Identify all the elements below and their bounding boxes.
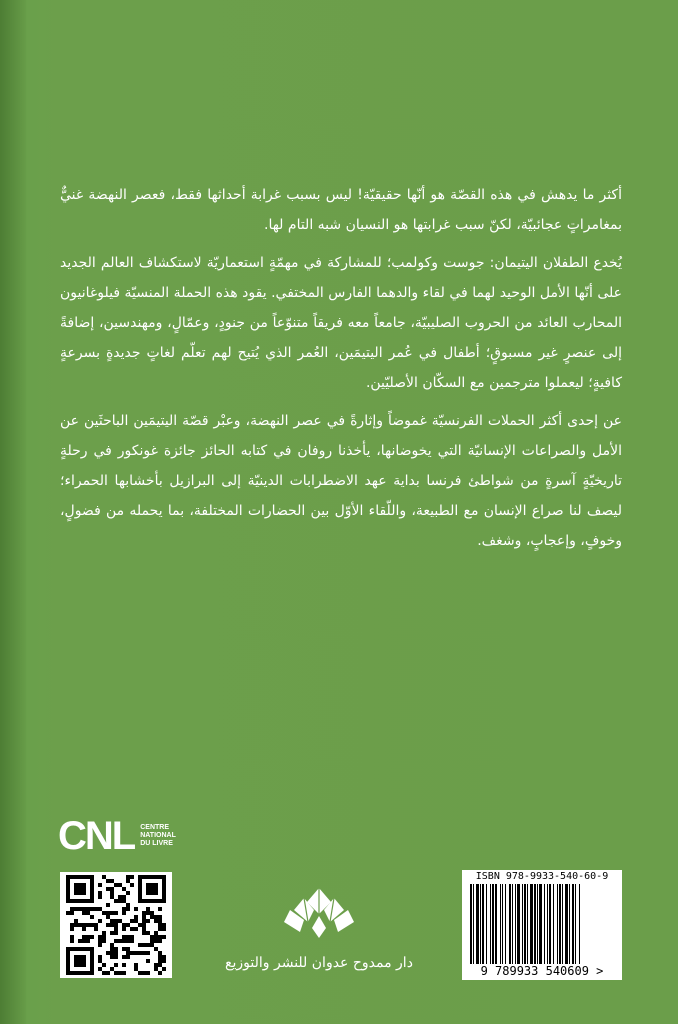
isbn-label: ISBN 978-9933-540-60-9	[475, 871, 609, 882]
isbn-digits: 9 789933 540609 >	[480, 964, 604, 978]
isbn-barcode	[462, 870, 622, 980]
blurb-paragraph-3: عن إحدى أكثر الحملات الفرنسيّة غموضاً وإثارةً في عصر النهضة، وعبْر قصّة اليتيمَين الباحثَين عن الأمل والصراعات الإنسانيّة التي يخوضانها، يأخذنا روفان في كتابه الحائز جائزة غونكور في رحلةٍ تاريخيّةٍ آسرةٍ من شواطئ فرنسا بداية عهد الاضطرابات الدينيّة إلى البرازيل بأخشابها الحمراء؛ ليصف لنا صراع الإنسان مع الطبيعة، واللّقاء الأوّل بين الحضارات المختلفة، بما يحمله من فضولٍ، وخوفٍ، وإعجابٍ، وشغف.	[60, 413, 622, 549]
blurb-text	[60, 180, 622, 564]
cnl-caption-line-1: CENTRE	[140, 824, 169, 831]
cnl-logo	[58, 812, 180, 860]
spine-edge	[0, 0, 26, 1024]
qr-code-icon	[60, 872, 172, 978]
publisher-logo	[214, 880, 424, 980]
publisher-name: دار ممدوح عدوان للنشر والتوزيع	[225, 955, 413, 971]
cnl-mark: CNL	[58, 814, 135, 858]
barcode-icon	[468, 884, 616, 964]
cnl-caption-line-2: NATIONAL	[140, 832, 176, 839]
cnl-caption	[140, 824, 180, 848]
lotus-leaf-icon	[214, 880, 424, 950]
blurb-paragraph-2: يُخدع الطفلان اليتيمان: جوست وكولمب؛ للمشاركة في مهمّةٍ استعماريّة لاستكشاف العالم الجديد على أنّها الأمل الوحيد لهما في لقاء والدهما الفارس المختفي. يقود هذه الحملة المنسيّة فيلوغانيون المحارب العائد من الحروب الصليبيّة، جامعاً معه فريقاً متنوّعاً من جنودٍ، وعمّالٍ، ومهندسين، إضافةً إلى عنصرٍ غير مسبوقٍ؛ أطفال في عُمر اليتيمَين، العُمر الذي يُتيح لهم تعلّم لغاتٍ جديدةٍ بسرعةٍ كافيةٍ؛ ليعملوا مترجمين مع السكّان الأصليّين.	[60, 255, 622, 391]
cnl-caption-line-3: DU LIVRE	[140, 840, 173, 847]
blurb-paragraph-1: أكثر ما يدهش في هذه القصّة هو أنّها حقيقيّة! ليس بسبب غرابة أحداثها فقط، فعصر النهضة غنيٌّ بمغامراتٍ عجائبيّة، لكنّ سبب غرابتها هو النسيان شبه التام لها.	[60, 187, 622, 233]
